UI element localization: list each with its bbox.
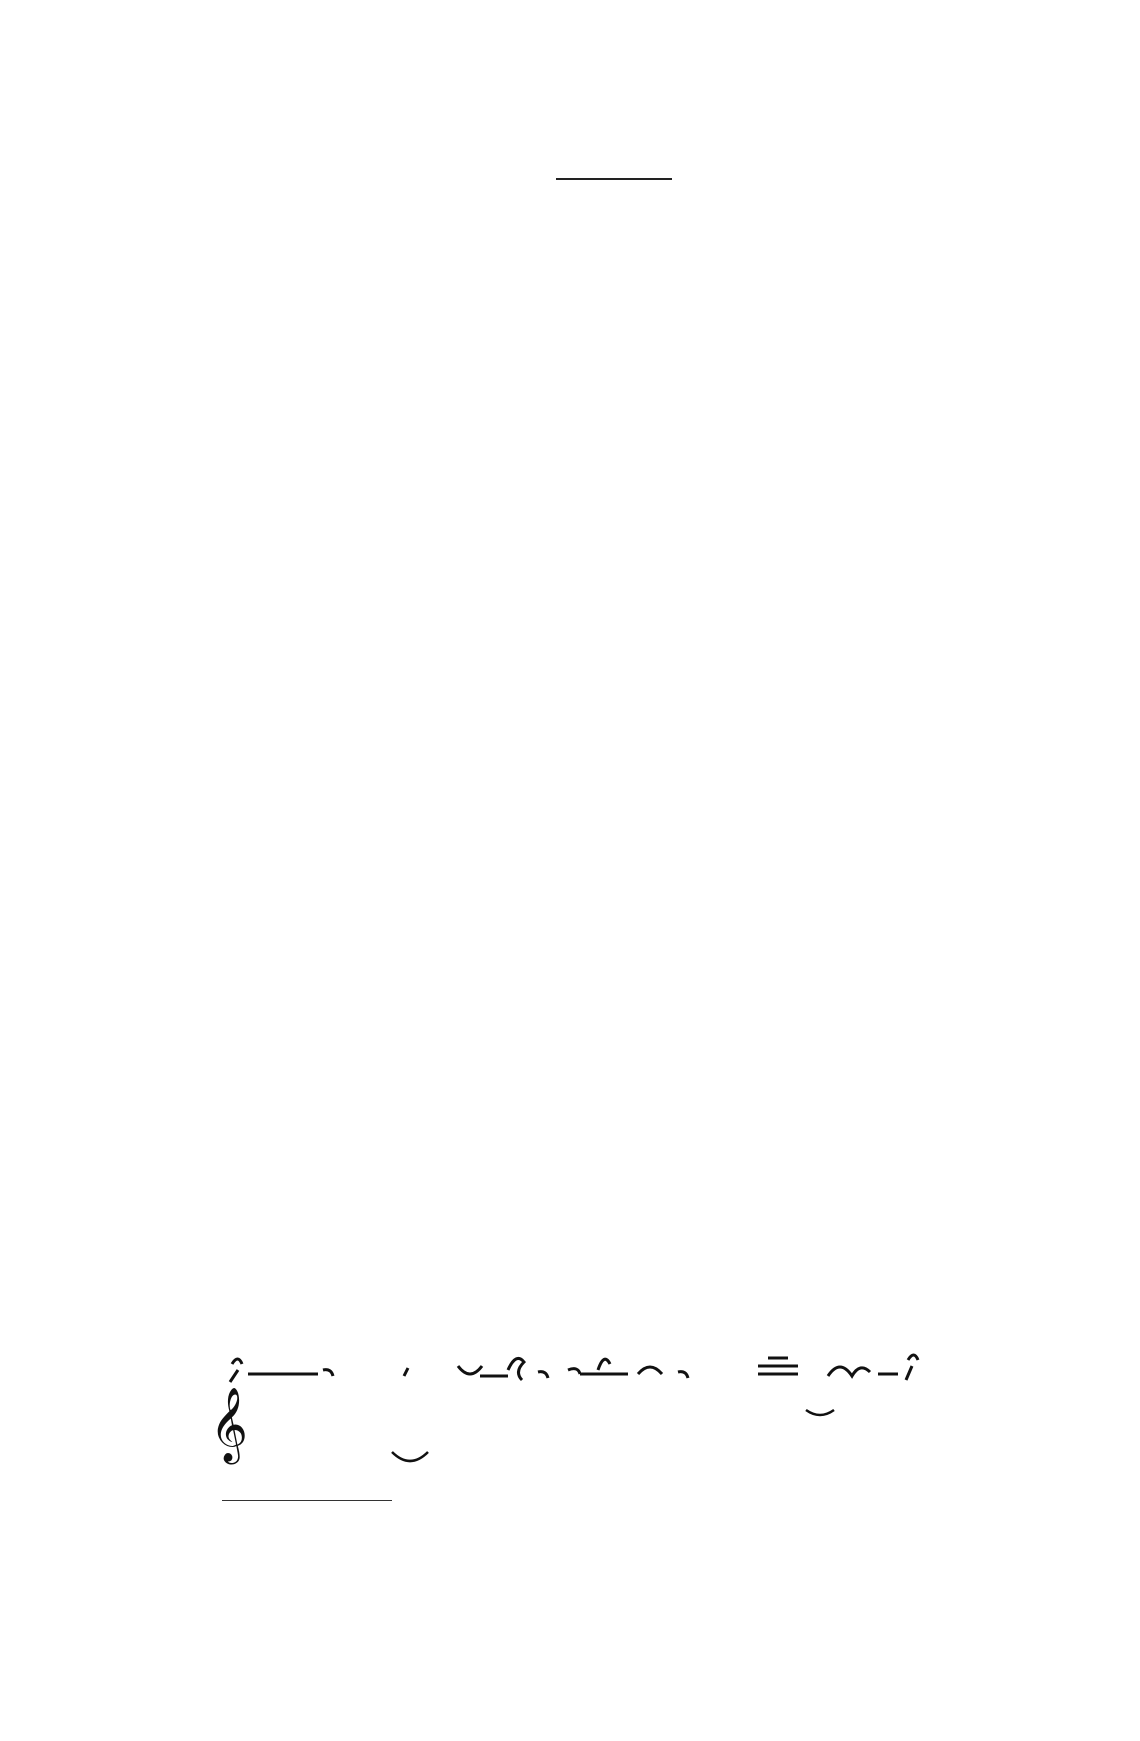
slur-mark xyxy=(806,1410,834,1415)
neume-row xyxy=(230,1355,918,1382)
music-example xyxy=(208,1330,1038,1490)
staff-notation xyxy=(208,1330,1038,1490)
slur-mark xyxy=(392,1452,428,1461)
header-rule xyxy=(556,178,672,180)
footnote-rule xyxy=(222,1500,392,1501)
martyria-end-icon xyxy=(828,1355,918,1380)
treble-clef-icon: 𝄞 xyxy=(210,1388,248,1462)
martyria-start-icon xyxy=(230,1359,242,1382)
